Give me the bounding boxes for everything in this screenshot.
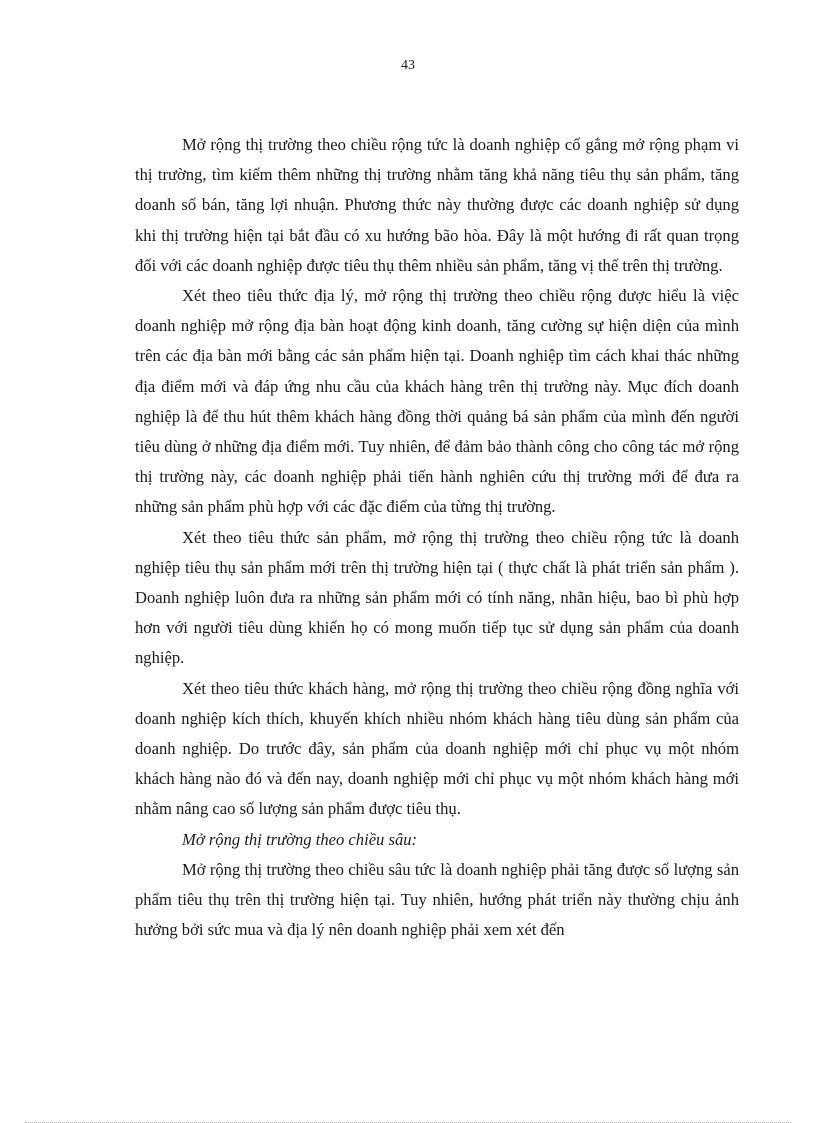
subheading-depth-expansion: Mở rộng thị trường theo chiều sâu: xyxy=(182,829,418,849)
paragraph-product-criterion: Xét theo tiêu thức sản phẩm, mở rộng thị trường theo chiều rộng tức là doanh nghiệp tiêu thụ sản phẩm mới trên thị trường hiện tại ( thực chất là phát triển sản phẩm ). Doanh nghiệp luôn đưa ra những sản phẩm mới có tính năng, nhãn hiệu, bao bì phù hợp hơn với người tiêu dùng khiến họ có mong muốn tiếp tục sử dụng sản phẩm của doanh nghiệp. xyxy=(135,527,739,668)
paragraph-geographic-criterion: Xét theo tiêu thức địa lý, mở rộng thị trường theo chiều rộng được hiểu là việc doanh nghiệp mở rộng địa bàn hoạt động kinh doanh, tăng cường sự hiện diện của mình trên các địa bàn mới bằng các sản phẩm hiện tại. Doanh nghiệp tìm cách khai thác những địa điểm mới và đáp ứng nhu cầu của khách hàng trên thị trường này. Mục đích doanh nghiệp là để thu hút thêm khách hàng đồng thời quảng bá sản phẩm của mình đến người tiêu dùng ở những địa điểm mới. Tuy nhiên, để đảm bảo thành công cho công tác mở rộng thị trường này, các doanh nghiệp phải tiến hành nghiên cứu thị trường mới để đưa ra những sản phẩm phù hợp với các đặc điểm của từng thị trường. xyxy=(135,286,739,517)
page-number: 43 xyxy=(401,58,415,73)
paragraph-customer-criterion: Xét theo tiêu thức khách hàng, mở rộng thị trường theo chiều rộng đồng nghĩa với doanh nghiệp kích thích, khuyến khích nhiều nhóm khách hàng tiêu dùng sản phẩm của doanh nghiệp. Do trước đây, sản phẩm của doanh nghiệp mới chỉ phục vụ một nhóm khách hàng nào đó và đến nay, doanh nghiệp mới chỉ phục vụ một nhóm khách hàng mới nhằm nâng cao số lượng sản phẩm được tiêu thụ. xyxy=(135,678,739,819)
document-body xyxy=(135,130,739,945)
paragraph-breadth-definition: Mở rộng thị trường theo chiều rộng tức là doanh nghiệp cố gắng mở rộng phạm vi thị trường, tìm kiếm thêm những thị trường nhằm tăng khả năng tiêu thụ sản phẩm, tăng doanh số bán, tăng lợi nhuận. Phương thức này thường được các doanh nghiệp sử dụng khi thị trường hiện tại bắt đầu có xu hướng bão hòa. Đây là một hướng đi rất quan trọng đối với các doanh nghiệp được tiêu thụ thêm nhiều sản phẩm, tăng vị thế trên thị trường. xyxy=(135,135,739,275)
paragraph-depth-definition: Mở rộng thị trường theo chiều sâu tức là doanh nghiệp phải tăng được số lượng sản phẩm tiêu thụ trên thị trường hiện tại. Tuy nhiên, hướng phát triển này thường chịu ảnh hưởng bởi sức mua và địa lý nên doanh nghiệp phải xem xét đến xyxy=(135,859,739,940)
